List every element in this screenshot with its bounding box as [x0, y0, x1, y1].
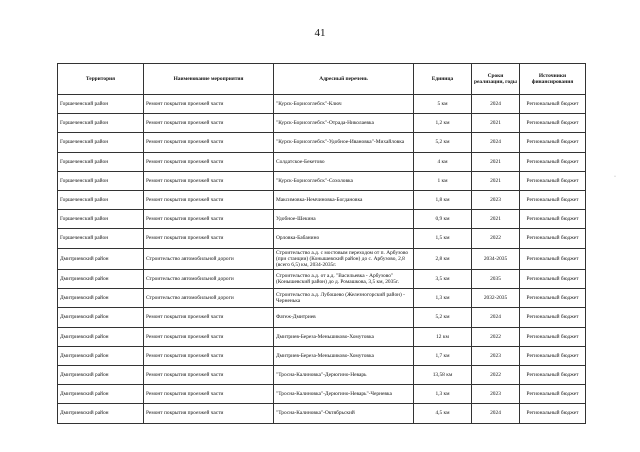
cell-term: 2023 [472, 385, 520, 404]
cell-term: 2022 [472, 327, 520, 346]
cell-address: Солдатское-Бекетово [274, 152, 414, 171]
cell-source: Региональный бюджет [520, 229, 586, 248]
cell-territory: Горшеченский район [58, 133, 144, 152]
cell-unit: 1,5 км [414, 229, 472, 248]
col-header-name: Наименование мероприятия [144, 64, 274, 95]
cell-term: 2021 [472, 114, 520, 133]
cell-source: Региональный бюджет [520, 133, 586, 152]
cell-territory: Горшеченский район [58, 210, 144, 229]
cell-territory: Горшеченский район [58, 152, 144, 171]
cell-name: Ремонт покрытия проезжей части [144, 152, 274, 171]
table-row [58, 385, 586, 404]
cell-term: 2023 [472, 190, 520, 209]
cell-unit: 3,5 км [414, 270, 472, 289]
cell-term: 2024 [472, 404, 520, 423]
table-row [58, 248, 586, 270]
cell-source: Региональный бюджет [520, 289, 586, 308]
cell-unit: 1,3 км [414, 289, 472, 308]
cell-name: Строительство автомобильной дороги [144, 248, 274, 270]
cell-address: Дмитриев-Береза-Меньшиково-Хомутовка [274, 346, 414, 365]
cell-term: 2024 [472, 308, 520, 327]
cell-name: Ремонт покрытия проезжей части [144, 210, 274, 229]
cell-address: "Курск-Борисоглебск"-Сохоловка [274, 171, 414, 190]
cell-territory: Дмитриевский район [58, 404, 144, 423]
cell-source: Региональный бюджет [520, 190, 586, 209]
cell-unit: 5,2 км [414, 308, 472, 327]
cell-address: "Тросна-Калиновка"-Октябрьский [274, 404, 414, 423]
cell-term: 2024 [472, 133, 520, 152]
table-row [58, 210, 586, 229]
col-header-unit: Единица [414, 64, 472, 95]
table-row [58, 190, 586, 209]
cell-unit: 1 км [414, 171, 472, 190]
cell-address: Строительство а.д. с мостовым переходом от п. Арбузово (при станции) (Конышевский район) до с. Арбузово, 2,8 (всего 6,5) км, 2034-2035г. [274, 248, 414, 270]
cell-territory: Дмитриевский район [58, 346, 144, 365]
cell-name: Ремонт покрытия проезжей части [144, 190, 274, 209]
cell-address: Строительство а.д. Лубошево (Железногорский район) - Черненька [274, 289, 414, 308]
table-row [58, 270, 586, 289]
cell-source: Региональный бюджет [520, 308, 586, 327]
page-number: 41 [314, 27, 326, 39]
cell-territory: Дмитриевский район [58, 270, 144, 289]
table-header-row [58, 64, 586, 95]
cell-territory: Дмитриевский район [58, 366, 144, 385]
table-row [58, 114, 586, 133]
table-row [58, 152, 586, 171]
cell-territory: Горшеченский район [58, 95, 144, 114]
table-row [58, 133, 586, 152]
col-header-term: Сроки реализации, годы [472, 64, 520, 95]
cell-name: Ремонт покрытия проезжей части [144, 346, 274, 365]
cell-territory: Дмитриевский район [58, 289, 144, 308]
cell-address: Орловка-Бабанино [274, 229, 414, 248]
cell-name: Строительство автомобильной дороги [144, 270, 274, 289]
table-row [58, 229, 586, 248]
cell-address: Максимовка-Немчиновка-Богдановка [274, 190, 414, 209]
cell-unit: 4,5 км [414, 404, 472, 423]
cell-source: Региональный бюджет [520, 404, 586, 423]
cell-source: Региональный бюджет [520, 346, 586, 365]
cell-address: Строительство а.д. от а.д. "Васильевка - Арбузово" (Конышевский район) до д. Ромашкова, 3,5 км, 2035г. [274, 270, 414, 289]
cell-source: Региональный бюджет [520, 114, 586, 133]
cell-source: Региональный бюджет [520, 366, 586, 385]
cell-unit: 5 км [414, 95, 472, 114]
cell-name: Ремонт покрытия проезжей части [144, 229, 274, 248]
cell-term: 2023 [472, 346, 520, 365]
cell-name: Ремонт покрытия проезжей части [144, 308, 274, 327]
road-works-table [57, 63, 586, 424]
cell-territory: Горшеченский район [58, 190, 144, 209]
cell-territory: Горшеченский район [58, 229, 144, 248]
cell-territory: Горшеченский район [58, 114, 144, 133]
cell-territory: Дмитриевский район [58, 308, 144, 327]
cell-name: Ремонт покрытия проезжей части [144, 385, 274, 404]
cell-address: Дмитриев-Береза-Меньшиково-Хомутовка [274, 327, 414, 346]
cell-source: Региональный бюджет [520, 327, 586, 346]
cell-term: 2035 [472, 270, 520, 289]
cell-address: "Курск-Борисоглебск"-Ключ [274, 95, 414, 114]
cell-unit: 5,2 км [414, 133, 472, 152]
cell-address: Удобное-Шекина [274, 210, 414, 229]
cell-term: 2024 [472, 95, 520, 114]
cell-name: Ремонт покрытия проезжей части [144, 327, 274, 346]
cell-unit: 0,9 км [414, 210, 472, 229]
col-header-territory: Территория [58, 64, 144, 95]
cell-address: "Тросна-Калиновка"-Дерюгино-Неварь"-Черневка [274, 385, 414, 404]
table-row [58, 366, 586, 385]
cell-unit: 1,8 км [414, 190, 472, 209]
cell-source: Региональный бюджет [520, 385, 586, 404]
cell-name: Ремонт покрытия проезжей части [144, 171, 274, 190]
cell-term: 2032-2035 [472, 289, 520, 308]
cell-unit: 4 км [414, 152, 472, 171]
cell-unit: 12 км [414, 327, 472, 346]
cell-unit: 13,58 км [414, 366, 472, 385]
col-header-source: Источники финансирования [520, 64, 586, 95]
table-row [58, 171, 586, 190]
cell-term: 2021 [472, 210, 520, 229]
cell-source: Региональный бюджет [520, 95, 586, 114]
cell-term: 2022 [472, 366, 520, 385]
cell-term: 2022 [472, 229, 520, 248]
table-row [58, 404, 586, 423]
cell-source: Региональный бюджет [520, 152, 586, 171]
cell-territory: Дмитриевский район [58, 327, 144, 346]
col-header-address: Адресный перечень [274, 64, 414, 95]
cell-unit: 1,7 км [414, 346, 472, 365]
cell-name: Ремонт покрытия проезжей части [144, 114, 274, 133]
table-row [58, 327, 586, 346]
cell-term: 2021 [472, 171, 520, 190]
cell-unit: 2,8 км [414, 248, 472, 270]
margin-mark: · [614, 174, 616, 180]
cell-unit: 1,2 км [414, 114, 472, 133]
cell-territory: Дмитриевский район [58, 248, 144, 270]
cell-address: "Курск-Борисоглебск"-Удобное-Ивановка"-Михайловка [274, 133, 414, 152]
table-row [58, 289, 586, 308]
cell-name: Ремонт покрытия проезжей части [144, 133, 274, 152]
cell-unit: 1,3 км [414, 385, 472, 404]
cell-territory: Дмитриевский район [58, 385, 144, 404]
cell-name: Ремонт покрытия проезжей части [144, 95, 274, 114]
cell-name: Строительство автомобильной дороги [144, 289, 274, 308]
cell-source: Региональный бюджет [520, 270, 586, 289]
cell-source: Региональный бюджет [520, 248, 586, 270]
cell-name: Ремонт покрытия проезжей части [144, 404, 274, 423]
cell-address: "Курск-Борисоглебск"-Отрада-Николаевка [274, 114, 414, 133]
cell-name: Ремонт покрытия проезжей части [144, 366, 274, 385]
cell-source: Региональный бюджет [520, 171, 586, 190]
cell-term: 2034-2035 [472, 248, 520, 270]
cell-address: Фатеж-Дмитриев [274, 308, 414, 327]
cell-term: 2021 [472, 152, 520, 171]
table-row [58, 95, 586, 114]
table-row [58, 308, 586, 327]
cell-territory: Горшеченский район [58, 171, 144, 190]
cell-source: Региональный бюджет [520, 210, 586, 229]
table-row [58, 346, 586, 365]
cell-address: "Тросна-Калиновка"-Дерюгино-Неварь [274, 366, 414, 385]
